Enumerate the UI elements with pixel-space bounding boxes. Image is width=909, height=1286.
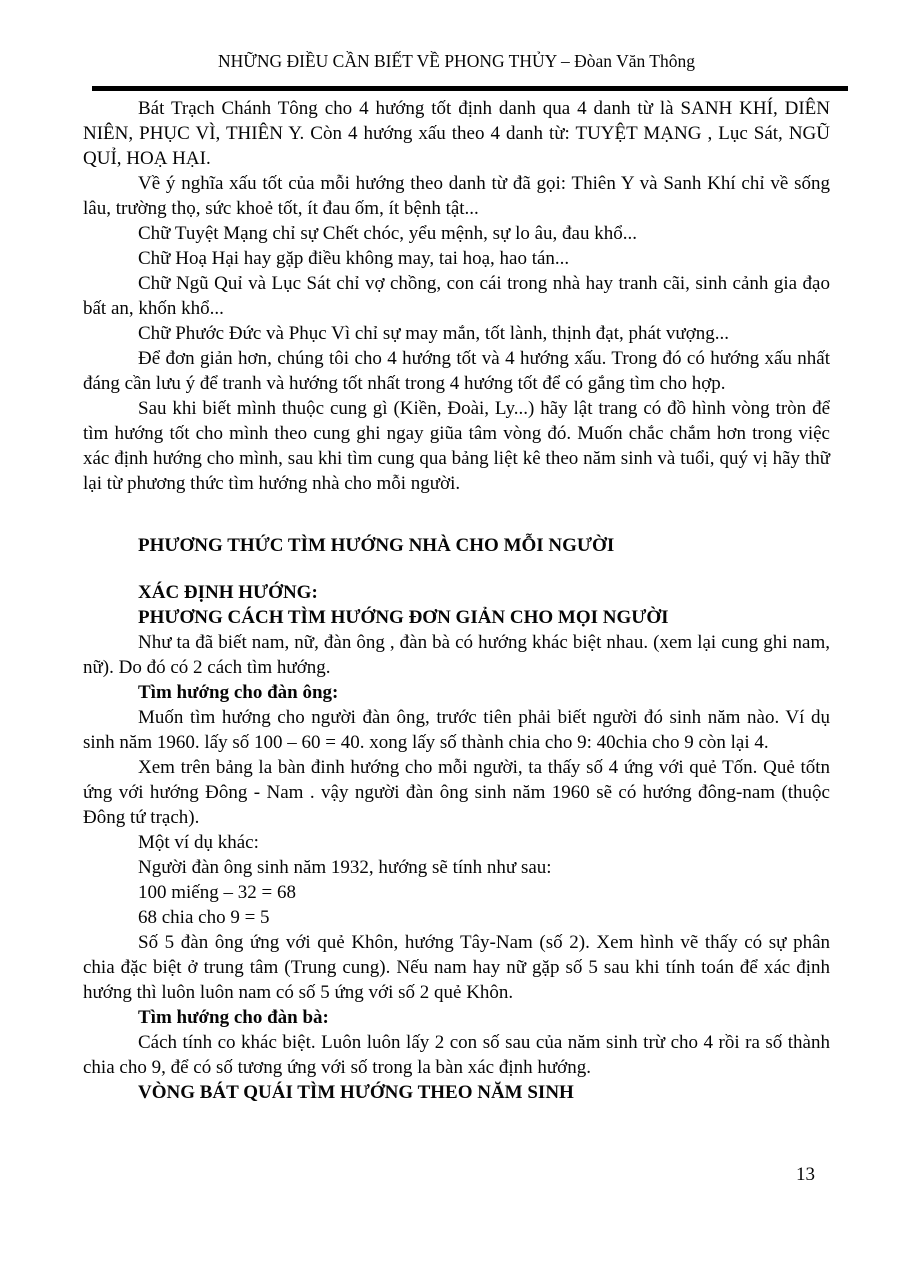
paragraph-y-nghia: Về ý nghĩa xấu tốt của mỗi hướng theo danh từ đã gọi: Thiên Y và Sanh Khí chỉ về sống lâu, trường thọ, sức khoẻ tốt, ít đau ốm, ít bệnh tật... <box>83 173 830 219</box>
heading-phuong-cach: PHƯƠNG CÁCH TÌM HƯỚNG ĐƠN GIẢN CHO MỌI NGƯỜI <box>138 607 669 628</box>
page-header <box>83 49 830 91</box>
page-body <box>83 96 830 1105</box>
paragraph-sau-khi-biet: Sau khi biết mình thuộc cung gì (Kiền, Đoài, Ly...) hãy lật trang có đồ hình vòng tròn để tìm hướng tốt cho mình theo cung ghi ngay giũa tâm vòng đó. Muốn chắc chắm hơn trong việc xác định hướng cho mình, sau khi tìm cung qua bảng liệt kê theo năm sinh và tuổi, quý vị hãy thữ lại từ phương thức tìm hướng nhà cho mỗi người. <box>83 398 830 494</box>
paragraph-hoa-hai: Chữ Hoạ Hại hay gặp điều không may, tai hoạ, hao tán... <box>138 248 570 269</box>
page-number: 13 <box>796 1164 815 1185</box>
paragraph-cach-tinh: Cách tính co khác biệt. Luôn luôn lấy 2 con số sau của năm sinh trừ cho 4 rồi ra số thành chia cho 9, để có số tương ứng với số trong la bàn xác định hướng. <box>83 1032 830 1078</box>
paragraph-phuoc-duc: Chữ Phước Đức và Phục Vì chỉ sự may mắn, tốt lành, thịnh đạt, phát vượng... <box>138 323 730 344</box>
line-vi-du-khac: Một ví dụ khác: <box>138 832 259 853</box>
subheading-tim-huong-dan-ba: Tìm hướng cho đàn bà: <box>138 1007 329 1028</box>
heading-vong-bat-quai: VÒNG BÁT QUÁI TÌM HƯỚNG THEO NĂM SINH <box>138 1082 574 1103</box>
line-nguoi-dan-ong-1932: Người đàn ông sinh năm 1932, hướng sẽ tính như sau: <box>138 857 552 878</box>
paragraph-tuyet-mang: Chữ Tuyệt Mạng chỉ sự Chết chóc, yểu mệnh, sự lo âu, đau khổ... <box>138 223 637 244</box>
paragraph-muon-tim-huong: Muốn tìm hướng cho người đàn ông, trước tiên phải biết người đó sinh năm nào. Ví dụ sinh năm 1960. lấy số 100 – 60 = 40. xong lấy số thành chia cho 9: 40chia cho 9 còn lại 4. <box>83 707 830 753</box>
paragraph-xem-tren-bang: Xem trên bảng la bàn đinh hướng cho mỗi người, ta thấy số 4 ứng với quẻ Tốn. Quẻ tốtn ứng với hướng Đông - Nam . vậy người đàn ông sinh năm 1960 sẽ có hướng đông-nam (thuộc Đông tứ trạch). <box>83 757 830 828</box>
paragraph-bat-trach: Bát Trạch Chánh Tông cho 4 hướng tốt định danh qua 4 danh từ là SANH KHÍ, DIÊN NIÊN, PHỤC VÌ, THIÊN Y. Còn 4 hướng xấu theo 4 danh từ: TUYỆT MẠNG , Lục Sát, NGŨ QUỈ, HOẠ HẠI. <box>83 98 830 169</box>
line-calc-2: 68 chia cho 9 = 5 <box>138 907 270 928</box>
header-rule <box>92 86 848 91</box>
heading-phuong-thuc: PHƯƠNG THỨC TÌM HƯỚNG NHÀ CHO MỖI NGƯỜI <box>138 535 615 556</box>
paragraph-don-gian: Để đơn giản hơn, chúng tôi cho 4 hướng tốt và 4 hướng xấu. Trong đó có hướng xấu nhất đáng cần lưu ý để tranh và hướng tốt nhất trong 4 hướng tốt để có gắng tìm cho hợp. <box>83 348 830 394</box>
page-footer <box>83 1162 830 1187</box>
paragraph-so-5-dan-ong: Số 5 đàn ông ứng với quẻ Khôn, hướng Tây-Nam (số 2). Xem hình vẽ thấy có sự phân chia đặc biệt ở trung tâm (Trung cung). Nếu nam hay nữ gặp số 5 sau khi tính toán để xác định hướng thì luôn luôn nam có số 5 ứng với số 2 quẻ Khôn. <box>83 932 830 1003</box>
paragraph-ngu-qui: Chữ Ngũ Quỉ và Lục Sát chỉ vợ chồng, con cái trong nhà hay tranh cãi, sinh cảnh gia đạo bất an, khốn khổ... <box>83 273 830 319</box>
paragraph-nhu-ta-da-biet: Như ta đã biết nam, nữ, đàn ông , đàn bà có hướng khác biệt nhau. (xem lại cung ghi nam, nữ). Do đó có 2 cách tìm hướng. <box>83 632 830 678</box>
running-title: NHỮNG ĐIỀU CẦN BIẾT VỀ PHONG THỦY – Đòan Văn Thông <box>218 51 695 71</box>
subheading-tim-huong-dan-ong: Tìm hướng cho đàn ông: <box>138 682 339 703</box>
line-calc-1: 100 miếng – 32 = 68 <box>138 882 296 903</box>
heading-xac-dinh-huong: XÁC ĐỊNH HƯỚNG: <box>138 582 318 603</box>
